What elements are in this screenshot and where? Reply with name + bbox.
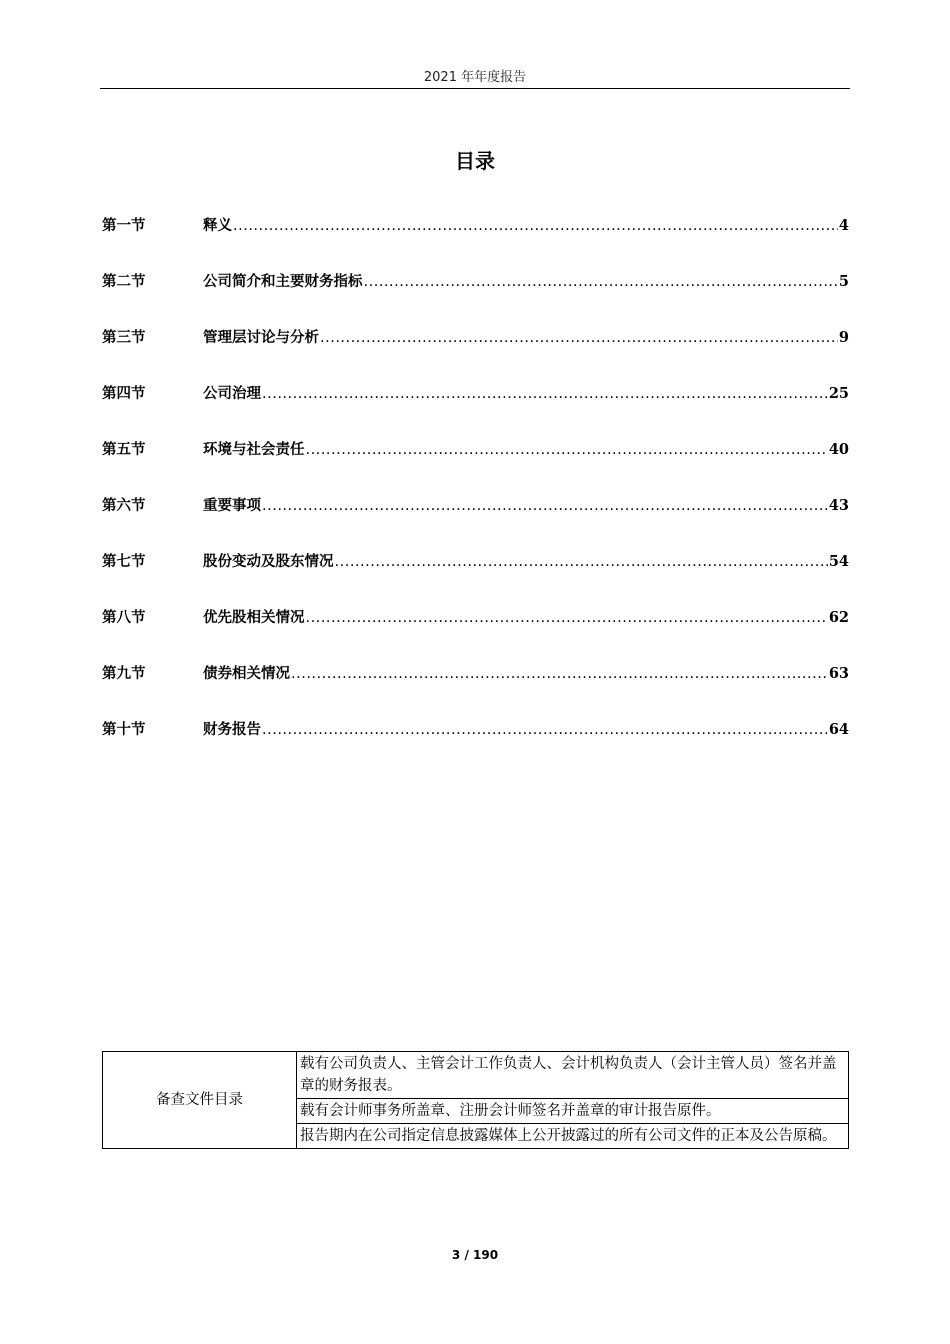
toc-title: 目录 xyxy=(455,149,495,173)
toc-section-number: 第二节 xyxy=(102,274,146,290)
toc-page-number: 62 xyxy=(828,609,849,626)
toc-section-number: 第一节 xyxy=(102,218,146,234)
toc-leader-dots xyxy=(335,554,828,570)
toc-section-number: 第五节 xyxy=(102,442,146,458)
reference-docs-label: 备查文件目录 xyxy=(103,1052,297,1149)
toc-entry[interactable] xyxy=(102,326,849,382)
toc-section-number: 第六节 xyxy=(102,498,146,514)
toc-section-name: 优先股相关情况 xyxy=(203,610,305,626)
reference-doc-item: 报告期内在公司指定信息披露媒体上公开披露过的所有公司文件的正本及公告原稿。 xyxy=(297,1124,849,1149)
toc-section-name: 管理层讨论与分析 xyxy=(203,330,319,346)
toc-page-number: 4 xyxy=(838,217,849,234)
toc-leader-dots xyxy=(291,666,828,682)
toc-section-number: 第十节 xyxy=(102,722,146,738)
toc-leader-dots xyxy=(306,442,828,458)
toc-leader-dots xyxy=(262,498,828,514)
page-number: 3 / 190 xyxy=(451,1248,499,1262)
toc-section-name: 公司简介和主要财务指标 xyxy=(203,274,363,290)
toc-section-number: 第七节 xyxy=(102,554,146,570)
toc-entry[interactable] xyxy=(102,214,849,270)
toc-section-name: 公司治理 xyxy=(203,386,261,402)
toc-section-number: 第三节 xyxy=(102,330,146,346)
toc-entry[interactable] xyxy=(102,718,849,774)
toc-section-name: 财务报告 xyxy=(203,722,261,738)
running-header: 2021 年年度报告 xyxy=(423,70,527,85)
reference-documents-table xyxy=(102,1051,849,1149)
toc-section-name: 股份变动及股东情况 xyxy=(203,554,334,570)
table-of-contents xyxy=(102,214,849,774)
toc-page-number: 54 xyxy=(828,553,849,570)
toc-leader-dots xyxy=(262,386,828,402)
toc-section-name: 释义 xyxy=(203,218,232,234)
toc-section-number: 第九节 xyxy=(102,666,146,682)
toc-section-name: 重要事项 xyxy=(203,498,261,514)
toc-section-name: 环境与社会责任 xyxy=(203,442,305,458)
toc-entry[interactable] xyxy=(102,438,849,494)
toc-entry[interactable] xyxy=(102,606,849,662)
toc-section-name: 债券相关情况 xyxy=(203,666,290,682)
toc-page-number: 5 xyxy=(838,273,849,290)
toc-section-number: 第四节 xyxy=(102,386,146,402)
toc-entry[interactable] xyxy=(102,270,849,326)
toc-section-number: 第八节 xyxy=(102,610,146,626)
toc-leader-dots xyxy=(320,330,838,346)
toc-leader-dots xyxy=(233,218,838,234)
toc-page-number: 9 xyxy=(838,329,849,346)
reference-doc-item: 载有会计师事务所盖章、注册会计师签名并盖章的审计报告原件。 xyxy=(297,1099,849,1124)
toc-page-number: 40 xyxy=(828,441,849,458)
toc-page-number: 63 xyxy=(828,665,849,682)
toc-leader-dots xyxy=(306,610,828,626)
toc-entry[interactable] xyxy=(102,382,849,438)
table-row xyxy=(103,1052,849,1099)
reference-doc-item: 载有公司负责人、主管会计工作负责人、会计机构负责人（会计主管人员）签名并盖章的财务报表。 xyxy=(297,1052,849,1099)
toc-page-number: 64 xyxy=(828,721,849,738)
toc-page-number: 43 xyxy=(828,497,849,514)
toc-entry[interactable] xyxy=(102,662,849,718)
header-divider xyxy=(100,88,850,89)
toc-leader-dots xyxy=(262,722,828,738)
toc-entry[interactable] xyxy=(102,550,849,606)
toc-page-number: 25 xyxy=(828,385,849,402)
toc-entry[interactable] xyxy=(102,494,849,550)
toc-leader-dots xyxy=(364,274,838,290)
